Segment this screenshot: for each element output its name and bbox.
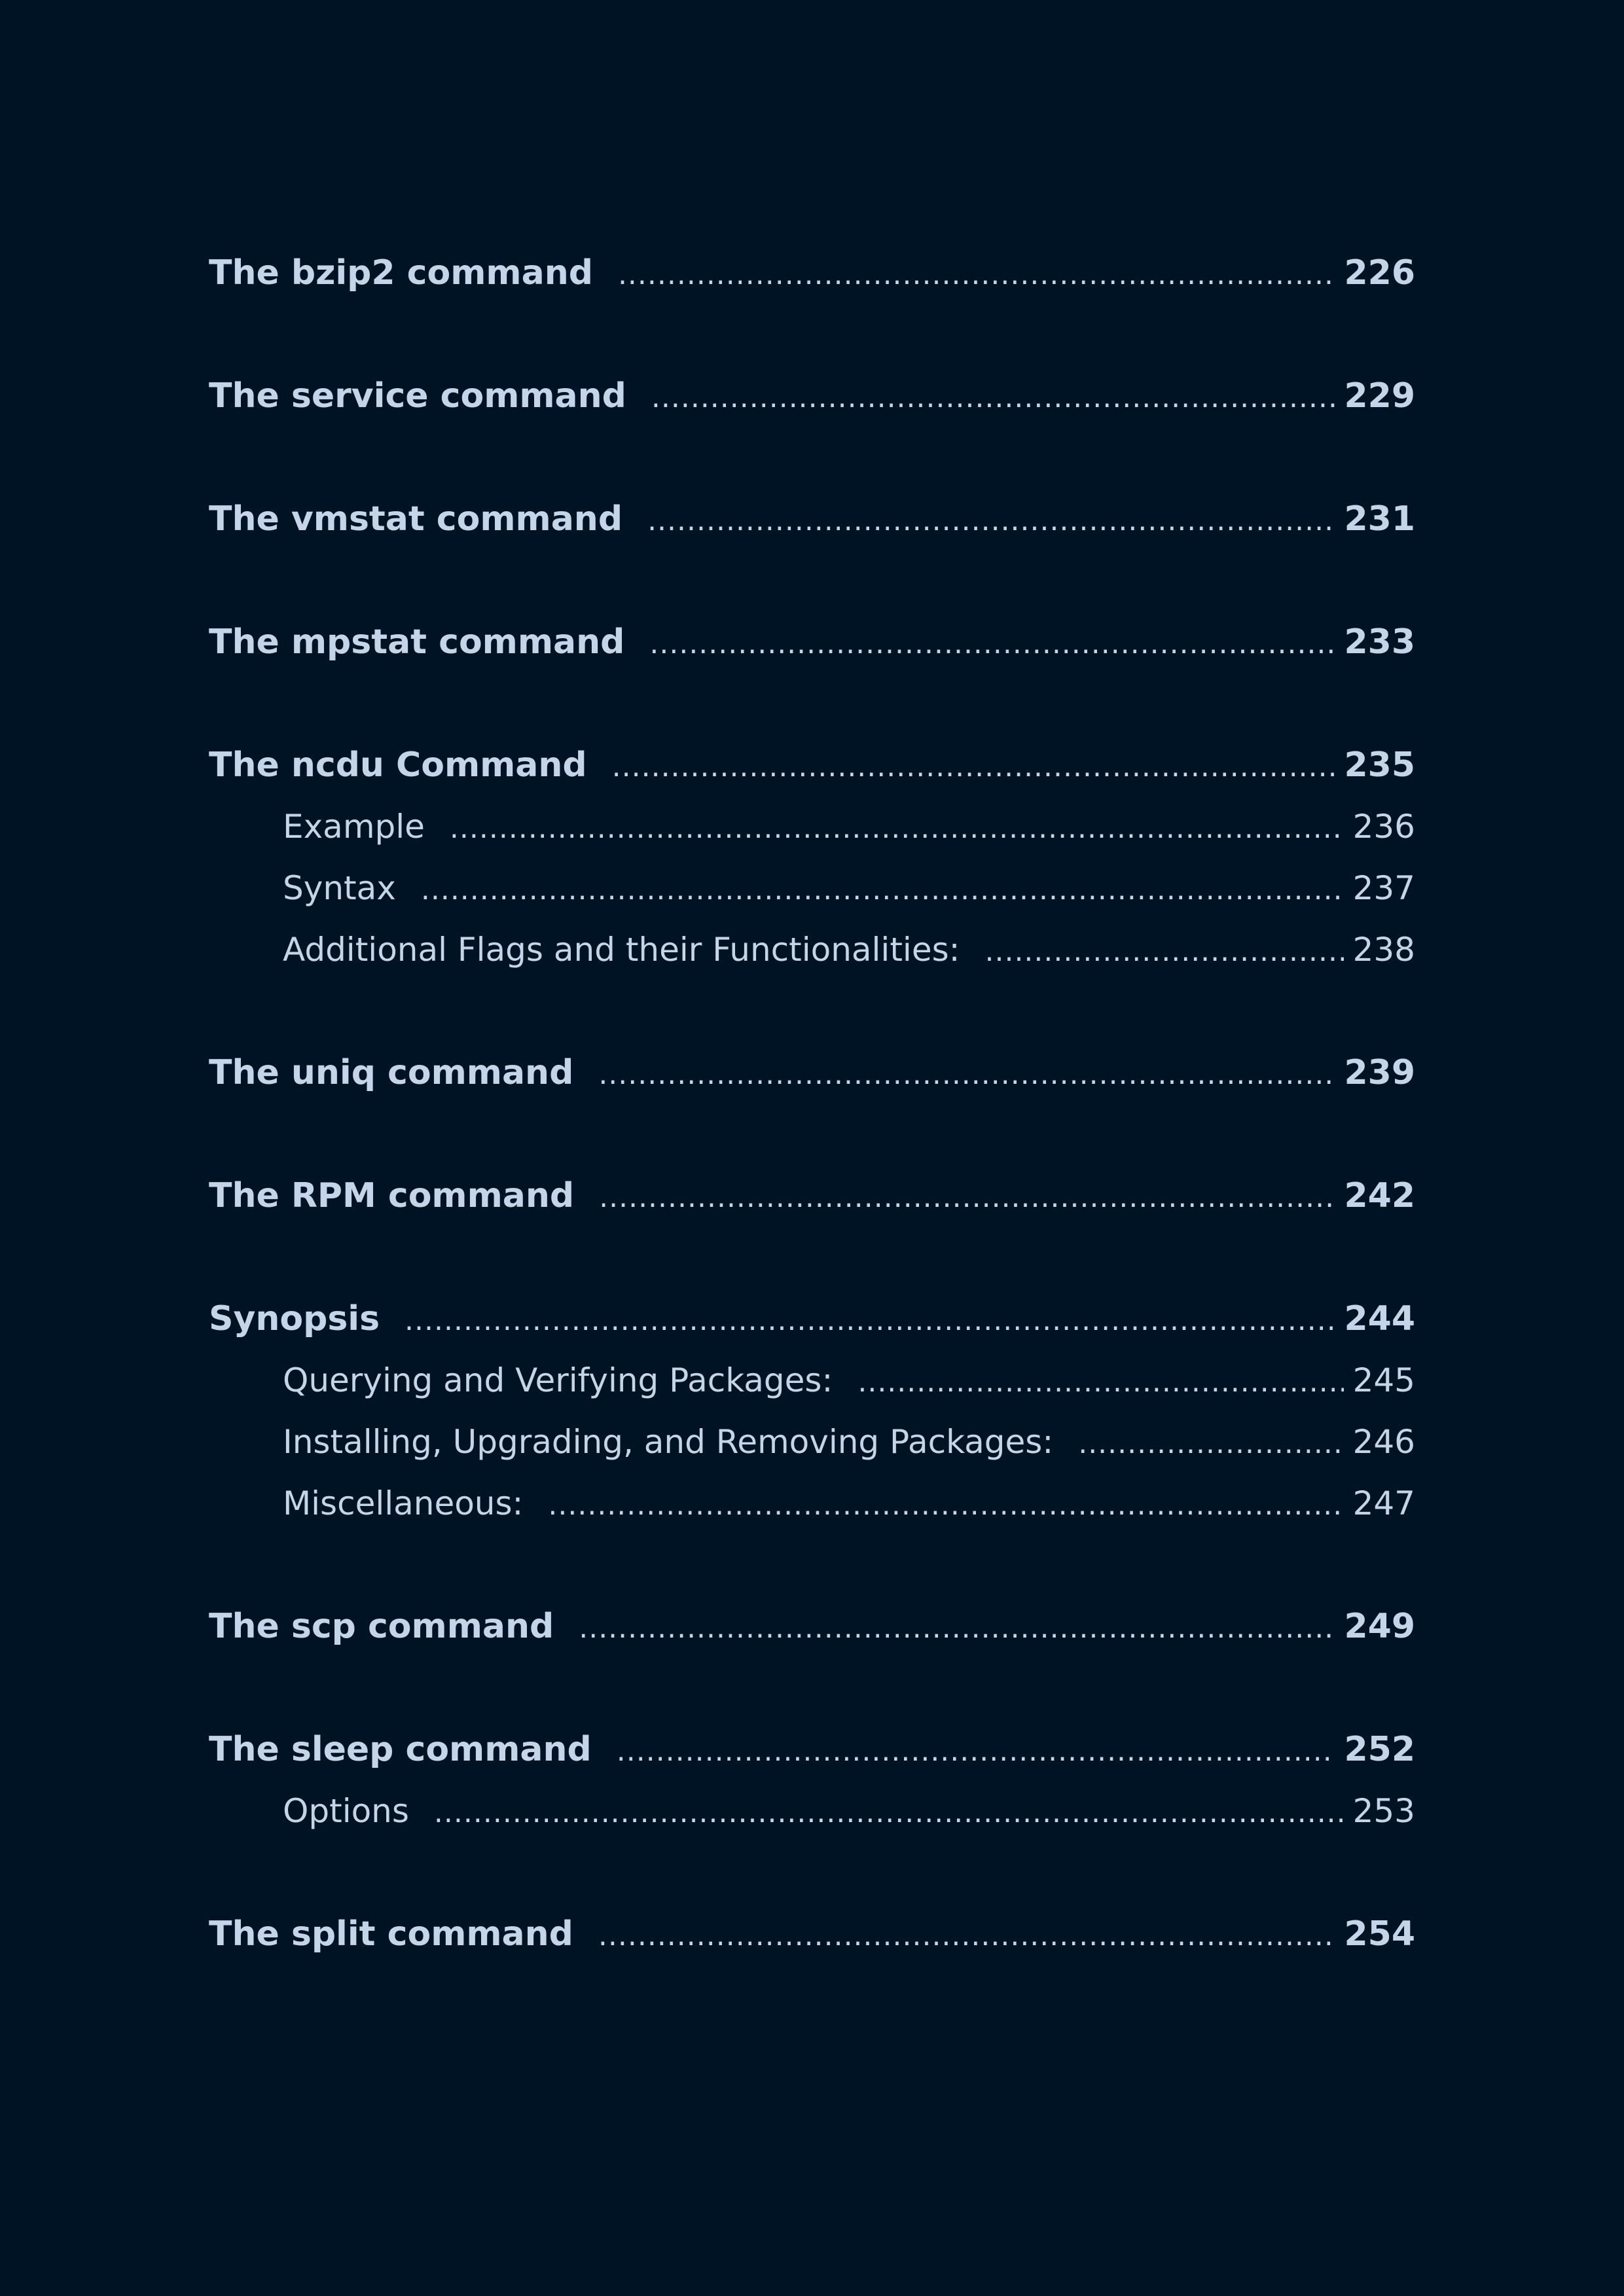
- toc-entry-title: The RPM command: [209, 1176, 575, 1215]
- toc-entry-synopsis[interactable]: [209, 1288, 1415, 1350]
- dot-leader: [617, 1721, 1335, 1780]
- toc-entry-title: Miscellaneous:: [283, 1484, 524, 1522]
- toc-entry-sleep[interactable]: [209, 1719, 1415, 1780]
- toc-subentry-additional-flags[interactable]: [209, 919, 1415, 980]
- toc-entry-page: 235: [1344, 745, 1415, 785]
- dot-leader: [434, 1782, 1344, 1842]
- toc-entry-title: Querying and Verifying Packages:: [283, 1361, 833, 1399]
- toc-entry-title: The bzip2 command: [209, 253, 593, 293]
- toc-entry-page: 238: [1352, 931, 1415, 969]
- toc-entry-page: 244: [1344, 1299, 1415, 1338]
- toc-entry-page: 253: [1352, 1792, 1415, 1830]
- dot-leader: [984, 921, 1343, 980]
- toc-entry-title: The uniq command: [209, 1053, 574, 1092]
- dot-leader: [651, 367, 1335, 427]
- toc-entry-title: The split command: [209, 1914, 573, 1954]
- toc-entry-title: Options: [283, 1792, 409, 1830]
- dot-leader: [649, 613, 1335, 673]
- toc-entry-title: The scp command: [209, 1607, 554, 1646]
- dot-leader: [612, 736, 1335, 796]
- dot-leader: [647, 490, 1335, 550]
- toc-entry-page: 233: [1344, 622, 1415, 662]
- toc-entry-page: 254: [1344, 1914, 1415, 1954]
- toc-subentry-example[interactable]: [209, 796, 1415, 857]
- toc-entry-page: 246: [1352, 1423, 1415, 1461]
- dot-leader: [421, 859, 1344, 919]
- toc-entry-title: The vmstat command: [209, 499, 623, 539]
- dot-leader: [579, 1598, 1335, 1657]
- toc-entry-title: Syntax: [283, 869, 396, 907]
- dot-leader: [618, 244, 1335, 304]
- toc-entry-page: 231: [1344, 499, 1415, 539]
- toc-entry-scp[interactable]: [209, 1596, 1415, 1657]
- dot-leader: [598, 1044, 1335, 1103]
- toc-entry-title: The ncdu Command: [209, 745, 587, 785]
- toc-entry-title: The service command: [209, 376, 626, 416]
- toc-entry-page: 236: [1352, 808, 1415, 846]
- toc-subentry-syntax[interactable]: [209, 857, 1415, 919]
- dot-leader: [1078, 1413, 1343, 1473]
- toc-entry-page: 226: [1344, 253, 1415, 293]
- dot-leader: [450, 798, 1344, 857]
- toc-entry-page: 239: [1344, 1053, 1415, 1092]
- toc-entry-title: The mpstat command: [209, 622, 625, 662]
- dot-leader: [599, 1167, 1335, 1227]
- toc-entry-title: Example: [283, 808, 425, 846]
- toc-entry-vmstat[interactable]: [209, 488, 1415, 550]
- toc-entry-rpm[interactable]: [209, 1165, 1415, 1227]
- dot-leader: [598, 1905, 1335, 1965]
- toc-subentry-options[interactable]: [209, 1780, 1415, 1842]
- toc-entry-page: 252: [1344, 1730, 1415, 1769]
- toc-entry-split[interactable]: [209, 1903, 1415, 1965]
- dot-leader: [405, 1290, 1335, 1350]
- table-of-contents: [209, 242, 1415, 1965]
- toc-entry-page: 245: [1352, 1361, 1415, 1399]
- toc-entry-mpstat[interactable]: [209, 611, 1415, 673]
- toc-subentry-miscellaneous[interactable]: [209, 1473, 1415, 1534]
- toc-entry-page: 237: [1352, 869, 1415, 907]
- toc-entry-ncdu[interactable]: [209, 734, 1415, 796]
- toc-entry-service[interactable]: [209, 365, 1415, 427]
- toc-entry-title: Installing, Upgrading, and Removing Packages:: [283, 1423, 1054, 1461]
- dot-leader: [548, 1475, 1343, 1534]
- toc-entry-page: 249: [1344, 1607, 1415, 1646]
- toc-subentry-querying[interactable]: [209, 1350, 1415, 1411]
- toc-entry-page: 247: [1352, 1484, 1415, 1522]
- toc-entry-page: 242: [1344, 1176, 1415, 1215]
- toc-entry-title: Additional Flags and their Functionalities:: [283, 931, 960, 969]
- toc-entry-title: The sleep command: [209, 1730, 592, 1769]
- toc-subentry-installing[interactable]: [209, 1411, 1415, 1473]
- dot-leader: [857, 1352, 1343, 1411]
- toc-entry-uniq[interactable]: [209, 1042, 1415, 1103]
- toc-entry-title: Synopsis: [209, 1299, 380, 1338]
- toc-entry-page: 229: [1344, 376, 1415, 416]
- toc-entry-bzip2[interactable]: [209, 242, 1415, 304]
